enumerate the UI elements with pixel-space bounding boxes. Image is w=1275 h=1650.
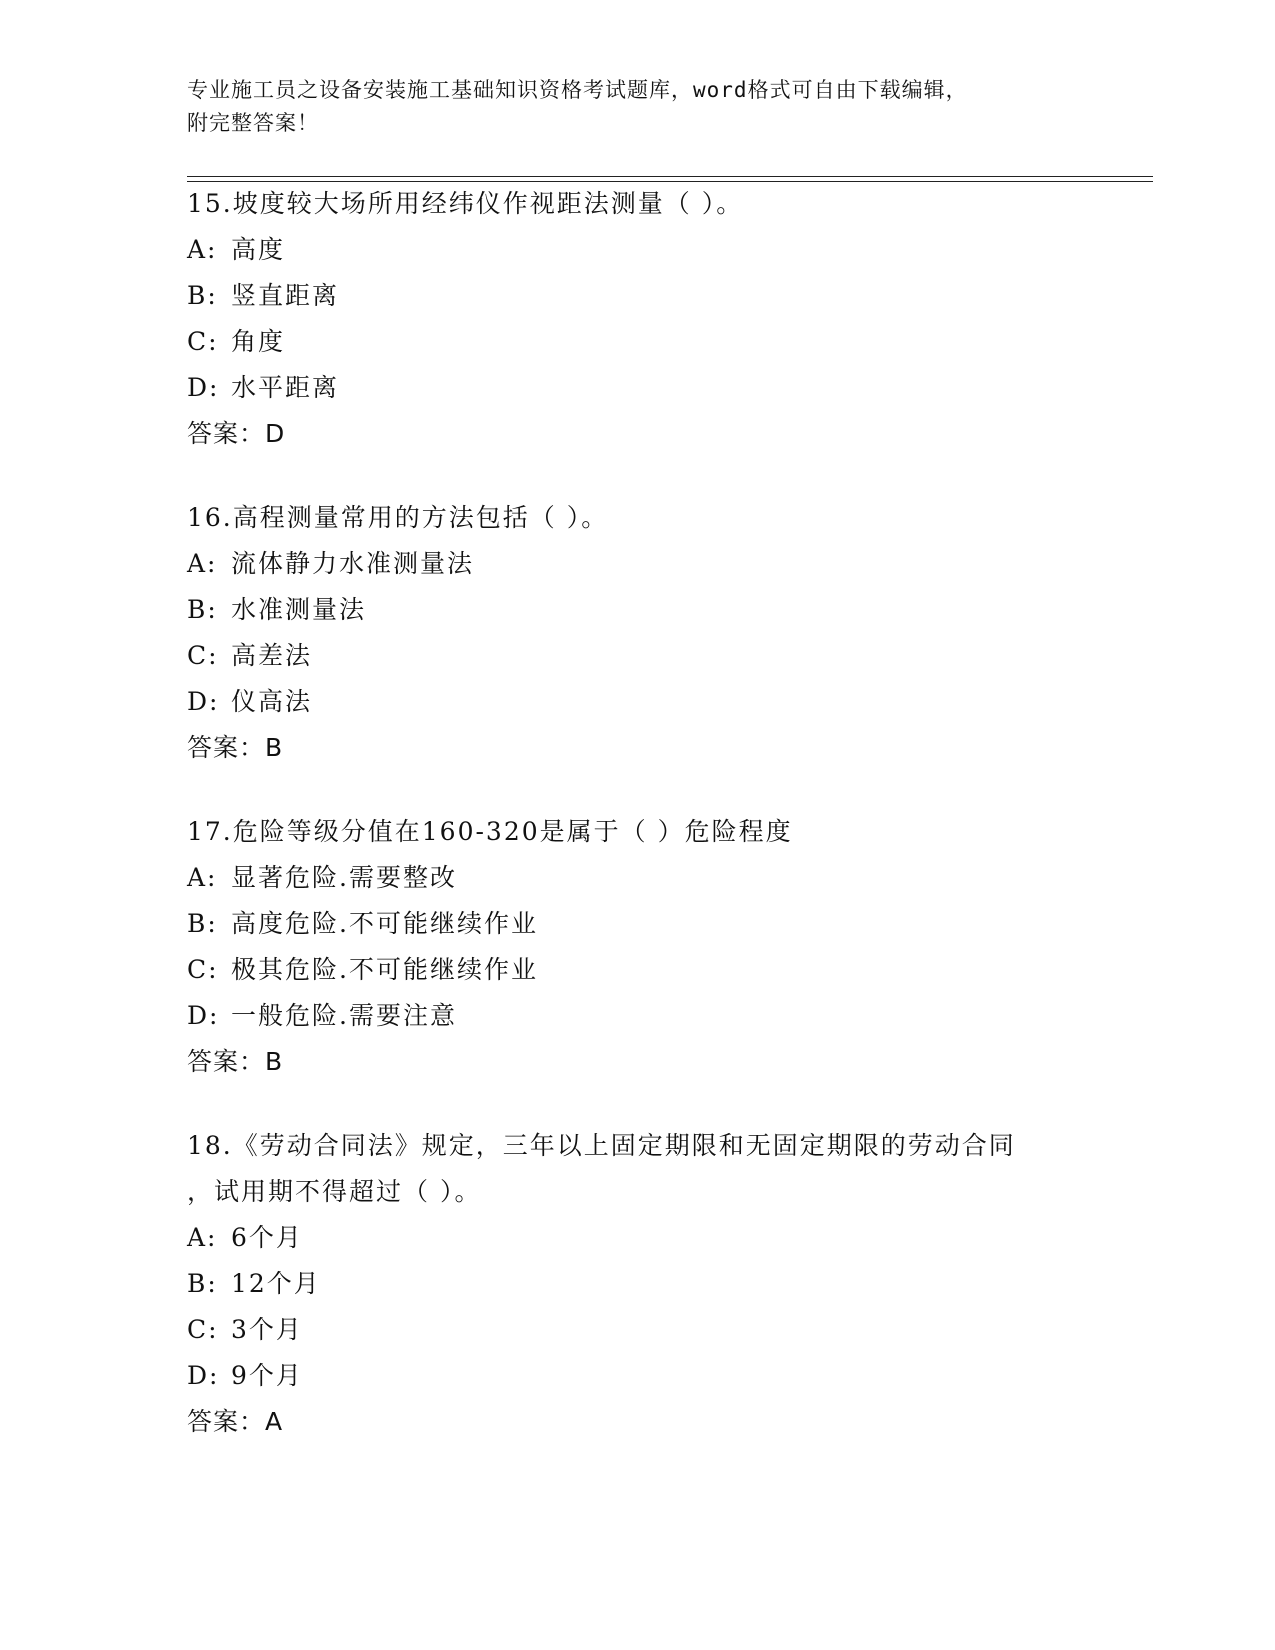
option-text: 角度 bbox=[231, 327, 286, 356]
option-letter: D: bbox=[187, 687, 220, 716]
option-letter: B: bbox=[187, 1269, 218, 1298]
option-letter: D: bbox=[187, 1001, 220, 1030]
option-letter: A: bbox=[187, 1223, 218, 1252]
option-text: 水准测量法 bbox=[231, 595, 367, 624]
option-text: 6个月 bbox=[231, 1223, 303, 1252]
question-stem: 18.《劳动合同法》规定，三年以上固定期限和无固定期限的劳动合同 bbox=[187, 1131, 1016, 1160]
option-letter: D: bbox=[187, 373, 220, 402]
question-16 bbox=[187, 495, 1087, 771]
option-text: 竖直距离 bbox=[231, 281, 340, 310]
option-c bbox=[187, 633, 1087, 679]
header-line-1: 专业施工员之设备安装施工基础知识资格考试题库，word格式可自由下载编辑， bbox=[187, 78, 968, 102]
option-a bbox=[187, 1215, 1087, 1261]
option-text: 显著危险.需要整改 bbox=[231, 863, 457, 892]
question-stem: 15.坡度较大场所用经纬仪作视距法测量（ ）。 bbox=[187, 189, 744, 218]
option-letter: C: bbox=[187, 1315, 219, 1344]
option-text: 流体静力水准测量法 bbox=[231, 549, 475, 578]
question-stem: 17.危险等级分值在160-320是属于（ ）危险程度 bbox=[187, 817, 793, 846]
option-c bbox=[187, 947, 1087, 993]
option-letter: C: bbox=[187, 955, 219, 984]
option-text: 水平距离 bbox=[231, 373, 340, 402]
option-a bbox=[187, 227, 1087, 273]
option-text: 3个月 bbox=[231, 1315, 303, 1344]
option-letter: D: bbox=[187, 1361, 220, 1390]
option-a bbox=[187, 541, 1087, 587]
option-c bbox=[187, 319, 1087, 365]
question-17 bbox=[187, 809, 1087, 1085]
option-letter: A: bbox=[187, 863, 218, 892]
answer-line: 答案：A bbox=[187, 1407, 284, 1436]
option-d bbox=[187, 679, 1087, 725]
document-header bbox=[187, 74, 1087, 140]
option-letter: B: bbox=[187, 595, 218, 624]
option-letter: A: bbox=[187, 549, 218, 578]
header-line-2: 附完整答案！ bbox=[187, 111, 319, 135]
option-letter: C: bbox=[187, 327, 219, 356]
option-d bbox=[187, 365, 1087, 411]
answer-line: 答案：B bbox=[187, 733, 284, 762]
question-stem: 16.高程测量常用的方法包括（ ）。 bbox=[187, 503, 609, 532]
option-b bbox=[187, 1261, 1087, 1307]
question-18 bbox=[187, 1123, 1087, 1445]
option-text: 一般危险.需要注意 bbox=[231, 1001, 457, 1030]
option-text: 极其危险.不可能继续作业 bbox=[231, 955, 538, 984]
option-letter: B: bbox=[187, 281, 218, 310]
option-text: 9个月 bbox=[231, 1361, 303, 1390]
option-b bbox=[187, 901, 1087, 947]
header-divider-top bbox=[187, 176, 1153, 177]
option-b bbox=[187, 587, 1087, 633]
option-c bbox=[187, 1307, 1087, 1353]
option-text: 高度 bbox=[231, 235, 286, 264]
option-d bbox=[187, 993, 1087, 1039]
option-text: 高度危险.不可能继续作业 bbox=[231, 909, 538, 938]
option-text: 仪高法 bbox=[231, 687, 313, 716]
answer-line: 答案：B bbox=[187, 1047, 284, 1076]
option-text: 高差法 bbox=[231, 641, 313, 670]
option-d bbox=[187, 1353, 1087, 1399]
answer-line: 答案：D bbox=[187, 419, 286, 448]
question-stem-continued: ，试用期不得超过（ ）。 bbox=[187, 1177, 482, 1206]
option-letter: C: bbox=[187, 641, 219, 670]
option-text: 12个月 bbox=[231, 1269, 321, 1298]
option-letter: B: bbox=[187, 909, 218, 938]
option-a bbox=[187, 855, 1087, 901]
option-letter: A: bbox=[187, 235, 218, 264]
question-15 bbox=[187, 181, 1087, 457]
option-b bbox=[187, 273, 1087, 319]
